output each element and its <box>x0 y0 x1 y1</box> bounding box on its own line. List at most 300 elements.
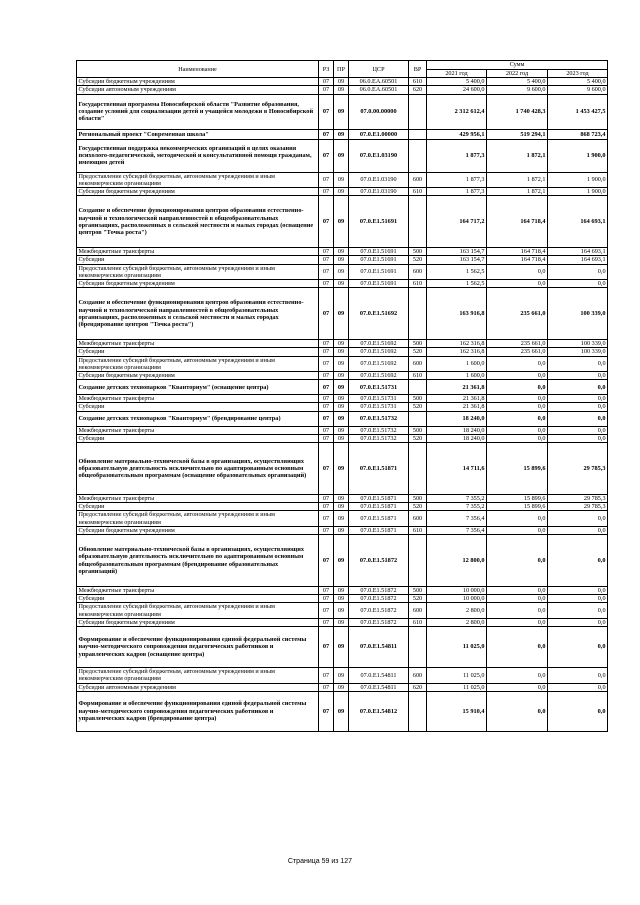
row-rz: 07 <box>319 395 334 403</box>
row-sum-2021: 24 600,0 <box>427 86 487 94</box>
row-sum-2023: 0,0 <box>548 395 608 403</box>
table-row <box>77 280 608 288</box>
row-name: Межбюджетные трансферты <box>77 395 319 403</box>
row-sum-2023: 100 339,0 <box>548 288 608 340</box>
row-pr: 09 <box>334 443 349 495</box>
row-sum-2021: 12 800,0 <box>427 535 487 587</box>
row-name: Создание детских технопарков "Кванториум" (оснащение центра) <box>77 380 319 395</box>
row-pr: 09 <box>334 196 349 248</box>
row-name: Региональный проект "Современная школа" <box>77 129 319 139</box>
row-csr: 07.0.E1.54811 <box>349 683 409 691</box>
row-sum-2023: 0,0 <box>548 280 608 288</box>
row-sum-2022: 0,0 <box>487 395 548 403</box>
table-row <box>77 426 608 434</box>
table-row <box>77 86 608 94</box>
row-name: Создание и обеспечение функционирования центров образования естественно-научной и технологической направленностей в общеобразовательных организациях, расположенных в сельской местности и малых городах (оснащение центров "Точка роста") <box>77 196 319 248</box>
table-row <box>77 395 608 403</box>
row-rz: 07 <box>319 411 334 426</box>
row-pr: 09 <box>334 380 349 395</box>
row-rz: 07 <box>319 403 334 411</box>
table-row <box>77 78 608 86</box>
row-vr: 600 <box>409 511 427 526</box>
table-row <box>77 603 608 618</box>
row-pr: 09 <box>334 288 349 340</box>
row-sum-2021: 7 356,4 <box>427 511 487 526</box>
row-sum-2022: 0,0 <box>487 691 548 731</box>
row-vr: 600 <box>409 172 427 187</box>
row-rz: 07 <box>319 603 334 618</box>
row-pr: 09 <box>334 618 349 626</box>
row-vr <box>409 288 427 340</box>
row-sum-2023: 0,0 <box>548 434 608 442</box>
row-csr: 07.0.E1.03190 <box>349 172 409 187</box>
row-pr: 09 <box>334 587 349 595</box>
row-name: Предоставление субсидий бюджетным, автономным учреждениям и иным некоммерческим организациям <box>77 511 319 526</box>
row-sum-2023: 0,0 <box>548 535 608 587</box>
row-rz: 07 <box>319 511 334 526</box>
row-sum-2021: 21 361,8 <box>427 380 487 395</box>
row-pr: 09 <box>334 668 349 683</box>
row-name: Межбюджетные трансферты <box>77 495 319 503</box>
row-name: Субсидии бюджетным учреждениям <box>77 188 319 196</box>
row-csr: 07.0.E1.51731 <box>349 380 409 395</box>
table-row <box>77 340 608 348</box>
row-sum-2023: 0,0 <box>548 380 608 395</box>
row-sum-2021: 10 000,0 <box>427 587 487 595</box>
row-sum-2021: 7 356,4 <box>427 526 487 534</box>
table-row <box>77 535 608 587</box>
row-sum-2023: 29 785,3 <box>548 495 608 503</box>
budget-table-container <box>76 60 607 732</box>
row-rz: 07 <box>319 618 334 626</box>
row-rz: 07 <box>319 426 334 434</box>
row-sum-2022: 1 872,1 <box>487 188 548 196</box>
row-csr: 07.0.E1.51872 <box>349 587 409 595</box>
row-sum-2021: 2 800,0 <box>427 618 487 626</box>
row-csr: 07.0.E1.51691 <box>349 256 409 264</box>
row-name: Обновление материально-технической базы в организациях, осуществляющих образовательную деятельность исключительно по адаптированным основным общеобразовательным программам (оснащение образовательных организаций) <box>77 443 319 495</box>
row-sum-2021: 21 361,8 <box>427 395 487 403</box>
row-sum-2021: 1 600,0 <box>427 372 487 380</box>
row-sum-2022: 0,0 <box>487 434 548 442</box>
row-vr <box>409 443 427 495</box>
row-sum-2021: 1 877,3 <box>427 139 487 172</box>
row-rz: 07 <box>319 280 334 288</box>
row-csr: 07.0.E1.54811 <box>349 627 409 668</box>
row-sum-2022: 5 400,0 <box>487 78 548 86</box>
row-pr: 09 <box>334 356 349 371</box>
row-sum-2021: 429 956,1 <box>427 129 487 139</box>
row-vr: 620 <box>409 683 427 691</box>
row-pr: 09 <box>334 248 349 256</box>
row-rz: 07 <box>319 196 334 248</box>
row-name: Создание детских технопарков "Кванториум" (брендирование центра) <box>77 411 319 426</box>
row-pr: 09 <box>334 434 349 442</box>
row-sum-2022: 235 661,0 <box>487 288 548 340</box>
row-sum-2023: 0,0 <box>548 627 608 668</box>
row-rz: 07 <box>319 340 334 348</box>
row-sum-2023: 0,0 <box>548 511 608 526</box>
row-vr <box>409 691 427 731</box>
row-rz: 07 <box>319 172 334 187</box>
row-vr: 520 <box>409 348 427 356</box>
table-row <box>77 264 608 279</box>
row-name: Предоставление субсидий бюджетным, автономным учреждениям и иным некоммерческим организациям <box>77 172 319 187</box>
row-pr: 09 <box>334 395 349 403</box>
row-vr: 600 <box>409 603 427 618</box>
row-sum-2022: 0,0 <box>487 683 548 691</box>
row-vr: 500 <box>409 587 427 595</box>
row-name: Субсидии <box>77 348 319 356</box>
row-sum-2022: 0,0 <box>487 372 548 380</box>
table-row <box>77 196 608 248</box>
row-vr: 520 <box>409 503 427 511</box>
row-csr: 07.0.E1.03190 <box>349 188 409 196</box>
row-sum-2022: 0,0 <box>487 511 548 526</box>
row-sum-2021: 21 361,8 <box>427 403 487 411</box>
row-sum-2023: 0,0 <box>548 683 608 691</box>
row-sum-2023: 0,0 <box>548 526 608 534</box>
row-name: Предоставление субсидий бюджетным, автономным учреждениям и иным некоммерческим организациям <box>77 668 319 683</box>
row-pr: 09 <box>334 139 349 172</box>
row-pr: 09 <box>334 188 349 196</box>
row-csr: 07.0.E1.51691 <box>349 248 409 256</box>
row-vr <box>409 196 427 248</box>
row-pr: 09 <box>334 411 349 426</box>
row-sum-2022: 0,0 <box>487 426 548 434</box>
row-name: Субсидии автономным учреждениям <box>77 683 319 691</box>
row-csr: 07.0.E1.51872 <box>349 535 409 587</box>
row-sum-2023: 164 693,1 <box>548 248 608 256</box>
table-row <box>77 526 608 534</box>
row-sum-2022: 164 718,4 <box>487 196 548 248</box>
table-row <box>77 443 608 495</box>
row-rz: 07 <box>319 495 334 503</box>
row-sum-2022: 0,0 <box>487 587 548 595</box>
row-vr: 500 <box>409 395 427 403</box>
row-sum-2022: 0,0 <box>487 668 548 683</box>
row-pr: 09 <box>334 603 349 618</box>
row-pr: 09 <box>334 372 349 380</box>
row-sum-2023: 100 339,0 <box>548 340 608 348</box>
row-sum-2021: 1 562,5 <box>427 264 487 279</box>
row-vr: 610 <box>409 188 427 196</box>
header-name: Наименование <box>77 61 319 78</box>
row-csr: 07.0.E1.54811 <box>349 668 409 683</box>
row-sum-2023: 1 900,0 <box>548 188 608 196</box>
row-sum-2021: 14 711,6 <box>427 443 487 495</box>
row-sum-2023: 5 400,0 <box>548 78 608 86</box>
row-vr: 600 <box>409 668 427 683</box>
row-sum-2023: 0,0 <box>548 603 608 618</box>
row-csr: 07.0.E1.51691 <box>349 280 409 288</box>
row-name: Предоставление субсидий бюджетным, автономным учреждениям и иным некоммерческим организациям <box>77 356 319 371</box>
row-csr: 07.0.E1.51732 <box>349 411 409 426</box>
row-csr: 06.0.EA.60501 <box>349 86 409 94</box>
row-name: Субсидии бюджетным учреждениям <box>77 280 319 288</box>
row-sum-2023: 9 600,0 <box>548 86 608 94</box>
row-pr: 09 <box>334 256 349 264</box>
row-vr: 500 <box>409 426 427 434</box>
row-rz: 07 <box>319 188 334 196</box>
row-sum-2023: 0,0 <box>548 691 608 731</box>
table-row <box>77 188 608 196</box>
row-vr <box>409 380 427 395</box>
row-csr: 07.0.E1.51732 <box>349 426 409 434</box>
table-body <box>77 78 608 732</box>
row-rz: 07 <box>319 356 334 371</box>
row-sum-2022: 1 872,1 <box>487 139 548 172</box>
table-row <box>77 411 608 426</box>
row-sum-2023: 0,0 <box>548 403 608 411</box>
row-vr: 610 <box>409 280 427 288</box>
row-rz: 07 <box>319 535 334 587</box>
table-row <box>77 348 608 356</box>
table-row <box>77 356 608 371</box>
table-row <box>77 511 608 526</box>
row-sum-2022: 0,0 <box>487 618 548 626</box>
row-sum-2021: 18 240,0 <box>427 434 487 442</box>
row-vr: 520 <box>409 434 427 442</box>
row-vr: 600 <box>409 264 427 279</box>
row-csr: 07.0.E1.51871 <box>349 495 409 503</box>
row-vr <box>409 139 427 172</box>
row-sum-2023: 0,0 <box>548 618 608 626</box>
row-pr: 09 <box>334 627 349 668</box>
table-row <box>77 495 608 503</box>
table-row <box>77 139 608 172</box>
row-sum-2022: 1 740 428,3 <box>487 94 548 129</box>
row-sum-2022: 0,0 <box>487 526 548 534</box>
table-row <box>77 434 608 442</box>
row-sum-2021: 1 877,3 <box>427 188 487 196</box>
header-year-2021: 2021 год <box>427 70 487 78</box>
row-pr: 09 <box>334 86 349 94</box>
row-csr: 07.0.E1.51871 <box>349 503 409 511</box>
row-rz: 07 <box>319 683 334 691</box>
row-rz: 07 <box>319 78 334 86</box>
row-sum-2021: 162 316,8 <box>427 340 487 348</box>
row-vr: 620 <box>409 86 427 94</box>
page-number: Страница 59 из 127 <box>287 858 353 865</box>
row-pr: 09 <box>334 129 349 139</box>
row-sum-2021: 5 400,0 <box>427 78 487 86</box>
row-rz: 07 <box>319 139 334 172</box>
row-vr <box>409 411 427 426</box>
row-sum-2022: 0,0 <box>487 280 548 288</box>
row-rz: 07 <box>319 587 334 595</box>
row-sum-2021: 1 877,3 <box>427 172 487 187</box>
row-vr: 610 <box>409 78 427 86</box>
row-sum-2023: 29 785,3 <box>548 443 608 495</box>
row-pr: 09 <box>334 78 349 86</box>
table-row <box>77 288 608 340</box>
row-sum-2023: 0,0 <box>548 356 608 371</box>
row-sum-2021: 10 000,0 <box>427 595 487 603</box>
row-name: Формирование и обеспечение функционирования единой федеральной системы научно-методического сопровождения педагогических работников и управленческих кадров (оснащение центра) <box>77 627 319 668</box>
row-name: Субсидии <box>77 595 319 603</box>
row-pr: 09 <box>334 94 349 129</box>
row-sum-2021: 1 600,0 <box>427 356 487 371</box>
row-pr: 09 <box>334 403 349 411</box>
row-rz: 07 <box>319 288 334 340</box>
row-sum-2021: 163 154,7 <box>427 256 487 264</box>
row-name: Государственная поддержка некоммерческих организаций в целях оказания психолого-педагогической, методической и консультативной помощи гражданам, имеющим детей <box>77 139 319 172</box>
row-name: Межбюджетные трансферты <box>77 248 319 256</box>
row-csr: 07.0.E1.51872 <box>349 603 409 618</box>
row-name: Субсидии автономным учреждениям <box>77 86 319 94</box>
row-sum-2023: 0,0 <box>548 668 608 683</box>
row-sum-2021: 2 800,0 <box>427 603 487 618</box>
row-pr: 09 <box>334 348 349 356</box>
row-vr: 600 <box>409 356 427 371</box>
table-row <box>77 172 608 187</box>
row-csr: 07.0.E1.51871 <box>349 443 409 495</box>
row-rz: 07 <box>319 526 334 534</box>
table-row <box>77 248 608 256</box>
row-sum-2022: 0,0 <box>487 627 548 668</box>
row-csr: 07.0.E1.51871 <box>349 511 409 526</box>
row-vr <box>409 627 427 668</box>
row-sum-2023: 164 693,1 <box>548 196 608 248</box>
row-name: Субсидии бюджетным учреждениям <box>77 618 319 626</box>
row-csr: 07.0.E1.51692 <box>349 288 409 340</box>
row-name: Субсидии бюджетным учреждениям <box>77 78 319 86</box>
row-sum-2021: 11 025,0 <box>427 668 487 683</box>
row-rz: 07 <box>319 503 334 511</box>
row-sum-2021: 18 240,0 <box>427 426 487 434</box>
row-sum-2022: 0,0 <box>487 411 548 426</box>
table-row <box>77 618 608 626</box>
row-vr: 610 <box>409 618 427 626</box>
row-rz: 07 <box>319 94 334 129</box>
row-name: Субсидии бюджетным учреждениям <box>77 526 319 534</box>
row-vr: 520 <box>409 403 427 411</box>
table-row <box>77 380 608 395</box>
row-sum-2022: 0,0 <box>487 264 548 279</box>
table-header <box>77 61 608 78</box>
row-csr: 07.0.E1.51692 <box>349 348 409 356</box>
row-sum-2022: 15 899,6 <box>487 503 548 511</box>
row-pr: 09 <box>334 280 349 288</box>
row-vr <box>409 94 427 129</box>
row-rz: 07 <box>319 627 334 668</box>
row-vr: 610 <box>409 372 427 380</box>
row-name: Предоставление субсидий бюджетным, автономным учреждениям и иным некоммерческим организациям <box>77 603 319 618</box>
row-sum-2021: 15 910,4 <box>427 691 487 731</box>
row-pr: 09 <box>334 691 349 731</box>
row-sum-2023: 164 693,1 <box>548 256 608 264</box>
row-name: Межбюджетные трансферты <box>77 340 319 348</box>
table-row <box>77 372 608 380</box>
row-vr: 520 <box>409 595 427 603</box>
row-csr: 07.0.E1.00000 <box>349 129 409 139</box>
row-sum-2022: 235 661,0 <box>487 340 548 348</box>
header-rz: РЗ <box>319 61 334 78</box>
row-pr: 09 <box>334 264 349 279</box>
table-row <box>77 94 608 129</box>
row-sum-2021: 162 316,8 <box>427 348 487 356</box>
row-sum-2021: 7 355,2 <box>427 503 487 511</box>
row-sum-2022: 0,0 <box>487 356 548 371</box>
row-sum-2022: 0,0 <box>487 595 548 603</box>
row-name: Межбюджетные трансферты <box>77 426 319 434</box>
row-sum-2023: 0,0 <box>548 587 608 595</box>
row-name: Субсидии <box>77 256 319 264</box>
row-sum-2023: 0,0 <box>548 411 608 426</box>
row-csr: 07.0.E1.51872 <box>349 618 409 626</box>
row-csr: 07.0.E1.51731 <box>349 395 409 403</box>
row-sum-2023: 100 339,0 <box>548 348 608 356</box>
header-vr: ВР <box>409 61 427 78</box>
row-sum-2023: 1 900,0 <box>548 139 608 172</box>
row-sum-2021: 163 154,7 <box>427 248 487 256</box>
row-csr: 07.0.E1.51692 <box>349 356 409 371</box>
row-rz: 07 <box>319 443 334 495</box>
row-name: Предоставление субсидий бюджетным, автономным учреждениям и иным некоммерческим организациям <box>77 264 319 279</box>
row-vr <box>409 129 427 139</box>
row-sum-2021: 18 240,0 <box>427 411 487 426</box>
row-sum-2022: 15 899,6 <box>487 443 548 495</box>
row-csr: 07.0.E1.51691 <box>349 196 409 248</box>
row-sum-2021: 7 355,2 <box>427 495 487 503</box>
row-pr: 09 <box>334 683 349 691</box>
row-sum-2023: 0,0 <box>548 426 608 434</box>
row-pr: 09 <box>334 340 349 348</box>
row-csr: 07.0.E1.51692 <box>349 372 409 380</box>
row-name: Государственная программа Новосибирской области "Развитие образования, создание условий для социализации детей и учащейся молодежи в Новосибирской области" <box>77 94 319 129</box>
row-rz: 07 <box>319 256 334 264</box>
row-csr: 07.0.E1.51871 <box>349 526 409 534</box>
table-row <box>77 691 608 731</box>
row-sum-2023: 1 453 427,5 <box>548 94 608 129</box>
row-sum-2021: 1 562,5 <box>427 280 487 288</box>
row-sum-2023: 0,0 <box>548 595 608 603</box>
row-rz: 07 <box>319 86 334 94</box>
row-csr: 07.0.E1.51731 <box>349 403 409 411</box>
row-pr: 09 <box>334 535 349 587</box>
row-csr: 07.0.E1.03190 <box>349 139 409 172</box>
row-vr: 500 <box>409 340 427 348</box>
row-csr: 07.0.E1.51732 <box>349 434 409 442</box>
row-sum-2022: 0,0 <box>487 535 548 587</box>
row-rz: 07 <box>319 372 334 380</box>
row-sum-2022: 164 718,4 <box>487 256 548 264</box>
row-sum-2023: 0,0 <box>548 372 608 380</box>
row-sum-2022: 0,0 <box>487 380 548 395</box>
row-sum-2021: 11 025,0 <box>427 683 487 691</box>
row-csr: 07.0.E1.54812 <box>349 691 409 731</box>
row-name: Формирование и обеспечение функционирования единой федеральной системы научно-методического сопровождения педагогических работников и управленческих кадров (брендирование центра) <box>77 691 319 731</box>
table-row <box>77 256 608 264</box>
row-sum-2022: 519 294,1 <box>487 129 548 139</box>
row-rz: 07 <box>319 248 334 256</box>
row-name: Создание и обеспечение функционирования центров образования естественно-научной и технологической направленностей в общеобразовательных организациях, расположенных в сельской местности и малых городах (брендирование центров "Точка роста") <box>77 288 319 340</box>
row-name: Субсидии <box>77 503 319 511</box>
row-csr: 07.0.E1.51872 <box>349 595 409 603</box>
row-pr: 09 <box>334 595 349 603</box>
row-sum-2023: 0,0 <box>548 264 608 279</box>
row-sum-2022: 0,0 <box>487 403 548 411</box>
table-row <box>77 683 608 691</box>
table-row <box>77 595 608 603</box>
table-row <box>77 403 608 411</box>
row-vr: 520 <box>409 256 427 264</box>
table-row <box>77 668 608 683</box>
row-rz: 07 <box>319 129 334 139</box>
row-rz: 07 <box>319 691 334 731</box>
row-name: Субсидии бюджетным учреждениям <box>77 372 319 380</box>
